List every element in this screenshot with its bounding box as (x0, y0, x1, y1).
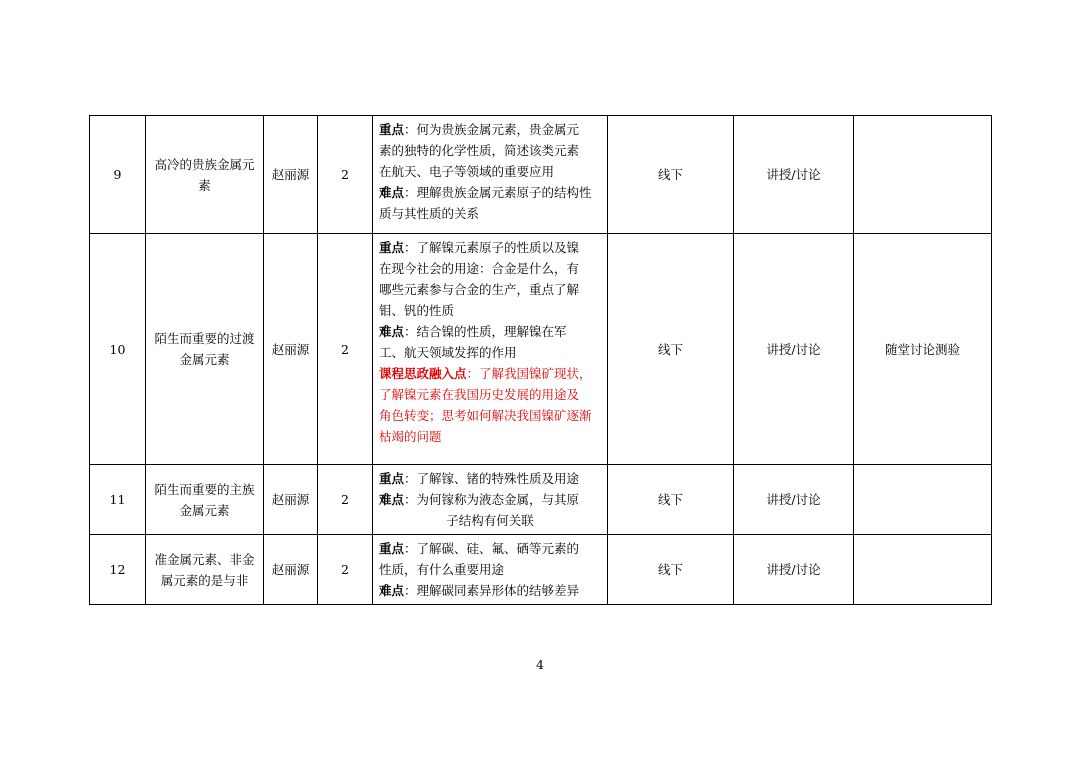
content-keyword: 重点 (379, 122, 405, 137)
content-line (379, 510, 601, 531)
content-text: 质与其性质的关系 (379, 206, 480, 221)
method-cell: 讲授/讨论 (734, 234, 854, 465)
mode-cell: 线下 (608, 535, 734, 605)
teacher-cell: 赵丽源 (264, 234, 318, 465)
topic-cell: 陌生而重要的主族金属元素 (146, 465, 264, 535)
syllabus-table (89, 115, 992, 605)
content-line (379, 119, 601, 140)
hours-cell: 2 (318, 234, 373, 465)
topic-cell: 陌生而重要的过渡金属元素 (146, 234, 264, 465)
content-cell (373, 234, 608, 465)
content-line (379, 182, 601, 203)
row-number: 9 (90, 116, 146, 234)
content-text: ：了解碳、硅、氟、硒等元素的 (404, 541, 580, 556)
assessment-cell: 随堂讨论测验 (854, 234, 992, 465)
content-text: ：了解我国镍矿现状， (466, 366, 592, 381)
assessment-cell (854, 535, 992, 605)
content-line (379, 140, 601, 161)
teacher-cell: 赵丽源 (264, 465, 318, 535)
content-line (379, 538, 601, 559)
assessment-cell (854, 465, 992, 535)
hours-cell: 2 (318, 535, 373, 605)
content-text: 钼、钒的性质 (379, 303, 455, 318)
content-text: 在航天、电子等领域的重要应用 (379, 164, 555, 179)
content-cell (373, 535, 608, 605)
content-text: 了解镍元素在我国历史发展的用途及 (379, 387, 580, 402)
content-text: ：结合镍的性质，理解镍在军 (404, 324, 567, 339)
hours-cell: 2 (318, 116, 373, 234)
row-number: 10 (90, 234, 146, 465)
table-row (90, 234, 992, 465)
content-keyword: 难点 (379, 583, 405, 598)
content-text: ：了解镍元素原子的性质以及镍 (404, 240, 580, 255)
content-text: ：理解碳同素异形体的结够差异 (404, 583, 580, 598)
content-line (379, 405, 601, 426)
content-line (379, 300, 601, 321)
row-number: 11 (90, 465, 146, 535)
content-text: 素的独特的化学性质，简述该类元素 (379, 143, 580, 158)
content-line (379, 580, 601, 601)
content-keyword: 难点 (379, 324, 405, 339)
content-keyword: 重点 (379, 541, 405, 556)
content-cell (373, 116, 608, 234)
table-row (90, 116, 992, 234)
method-cell: 讲授/讨论 (734, 465, 854, 535)
content-text: 在现今社会的用途：合金是什么，有 (379, 261, 580, 276)
teacher-cell: 赵丽源 (264, 535, 318, 605)
content-line (379, 342, 601, 363)
teacher-cell: 赵丽源 (264, 116, 318, 234)
method-cell: 讲授/讨论 (734, 535, 854, 605)
syllabus-body (90, 116, 992, 605)
content-line (379, 468, 601, 489)
content-line (379, 279, 601, 300)
content-line (379, 161, 601, 182)
content-line (379, 321, 601, 342)
topic-cell: 高冷的贵族金属元素 (146, 116, 264, 234)
content-text: 角色转变；思考如何解决我国镍矿逐渐 (379, 408, 592, 423)
content-line (379, 203, 601, 224)
content-text: 子结构有何关联 (446, 513, 534, 528)
mode-cell: 线下 (608, 116, 734, 234)
content-text: 性质，有什么重要用途 (379, 562, 505, 577)
content-line (379, 363, 601, 384)
table-row (90, 465, 992, 535)
content-keyword: 重点 (379, 471, 405, 486)
content-line (379, 426, 601, 447)
content-keyword: 课程思政融入点 (379, 366, 467, 381)
content-line (379, 489, 601, 510)
content-text: 哪些元素参与合金的生产，重点了解 (379, 282, 580, 297)
content-keyword: 难点 (379, 492, 405, 507)
page-number: 4 (536, 657, 544, 672)
assessment-cell (854, 116, 992, 234)
content-text: ：理解贵族金属元素原子的结构性 (404, 185, 592, 200)
hours-cell: 2 (318, 465, 373, 535)
content-line (379, 559, 601, 580)
mode-cell: 线下 (608, 234, 734, 465)
content-line (379, 384, 601, 405)
content-cell (373, 465, 608, 535)
topic-cell: 准金属元素、非金属元素的是与非 (146, 535, 264, 605)
mode-cell: 线下 (608, 465, 734, 535)
content-text: 枯竭的问题 (379, 429, 442, 444)
content-line (379, 237, 601, 258)
content-text: ：何为贵族金属元素，贵金属元 (404, 122, 580, 137)
row-number: 12 (90, 535, 146, 605)
content-text: ：了解镓、锗的特殊性质及用途 (404, 471, 580, 486)
content-keyword: 重点 (379, 240, 405, 255)
content-text: ：为何镓称为液态金属，与其原 (404, 492, 580, 507)
content-keyword: 难点 (379, 185, 405, 200)
content-line (379, 258, 601, 279)
method-cell: 讲授/讨论 (734, 116, 854, 234)
content-text: 工、航天领域发挥的作用 (379, 345, 517, 360)
table-row (90, 535, 992, 605)
